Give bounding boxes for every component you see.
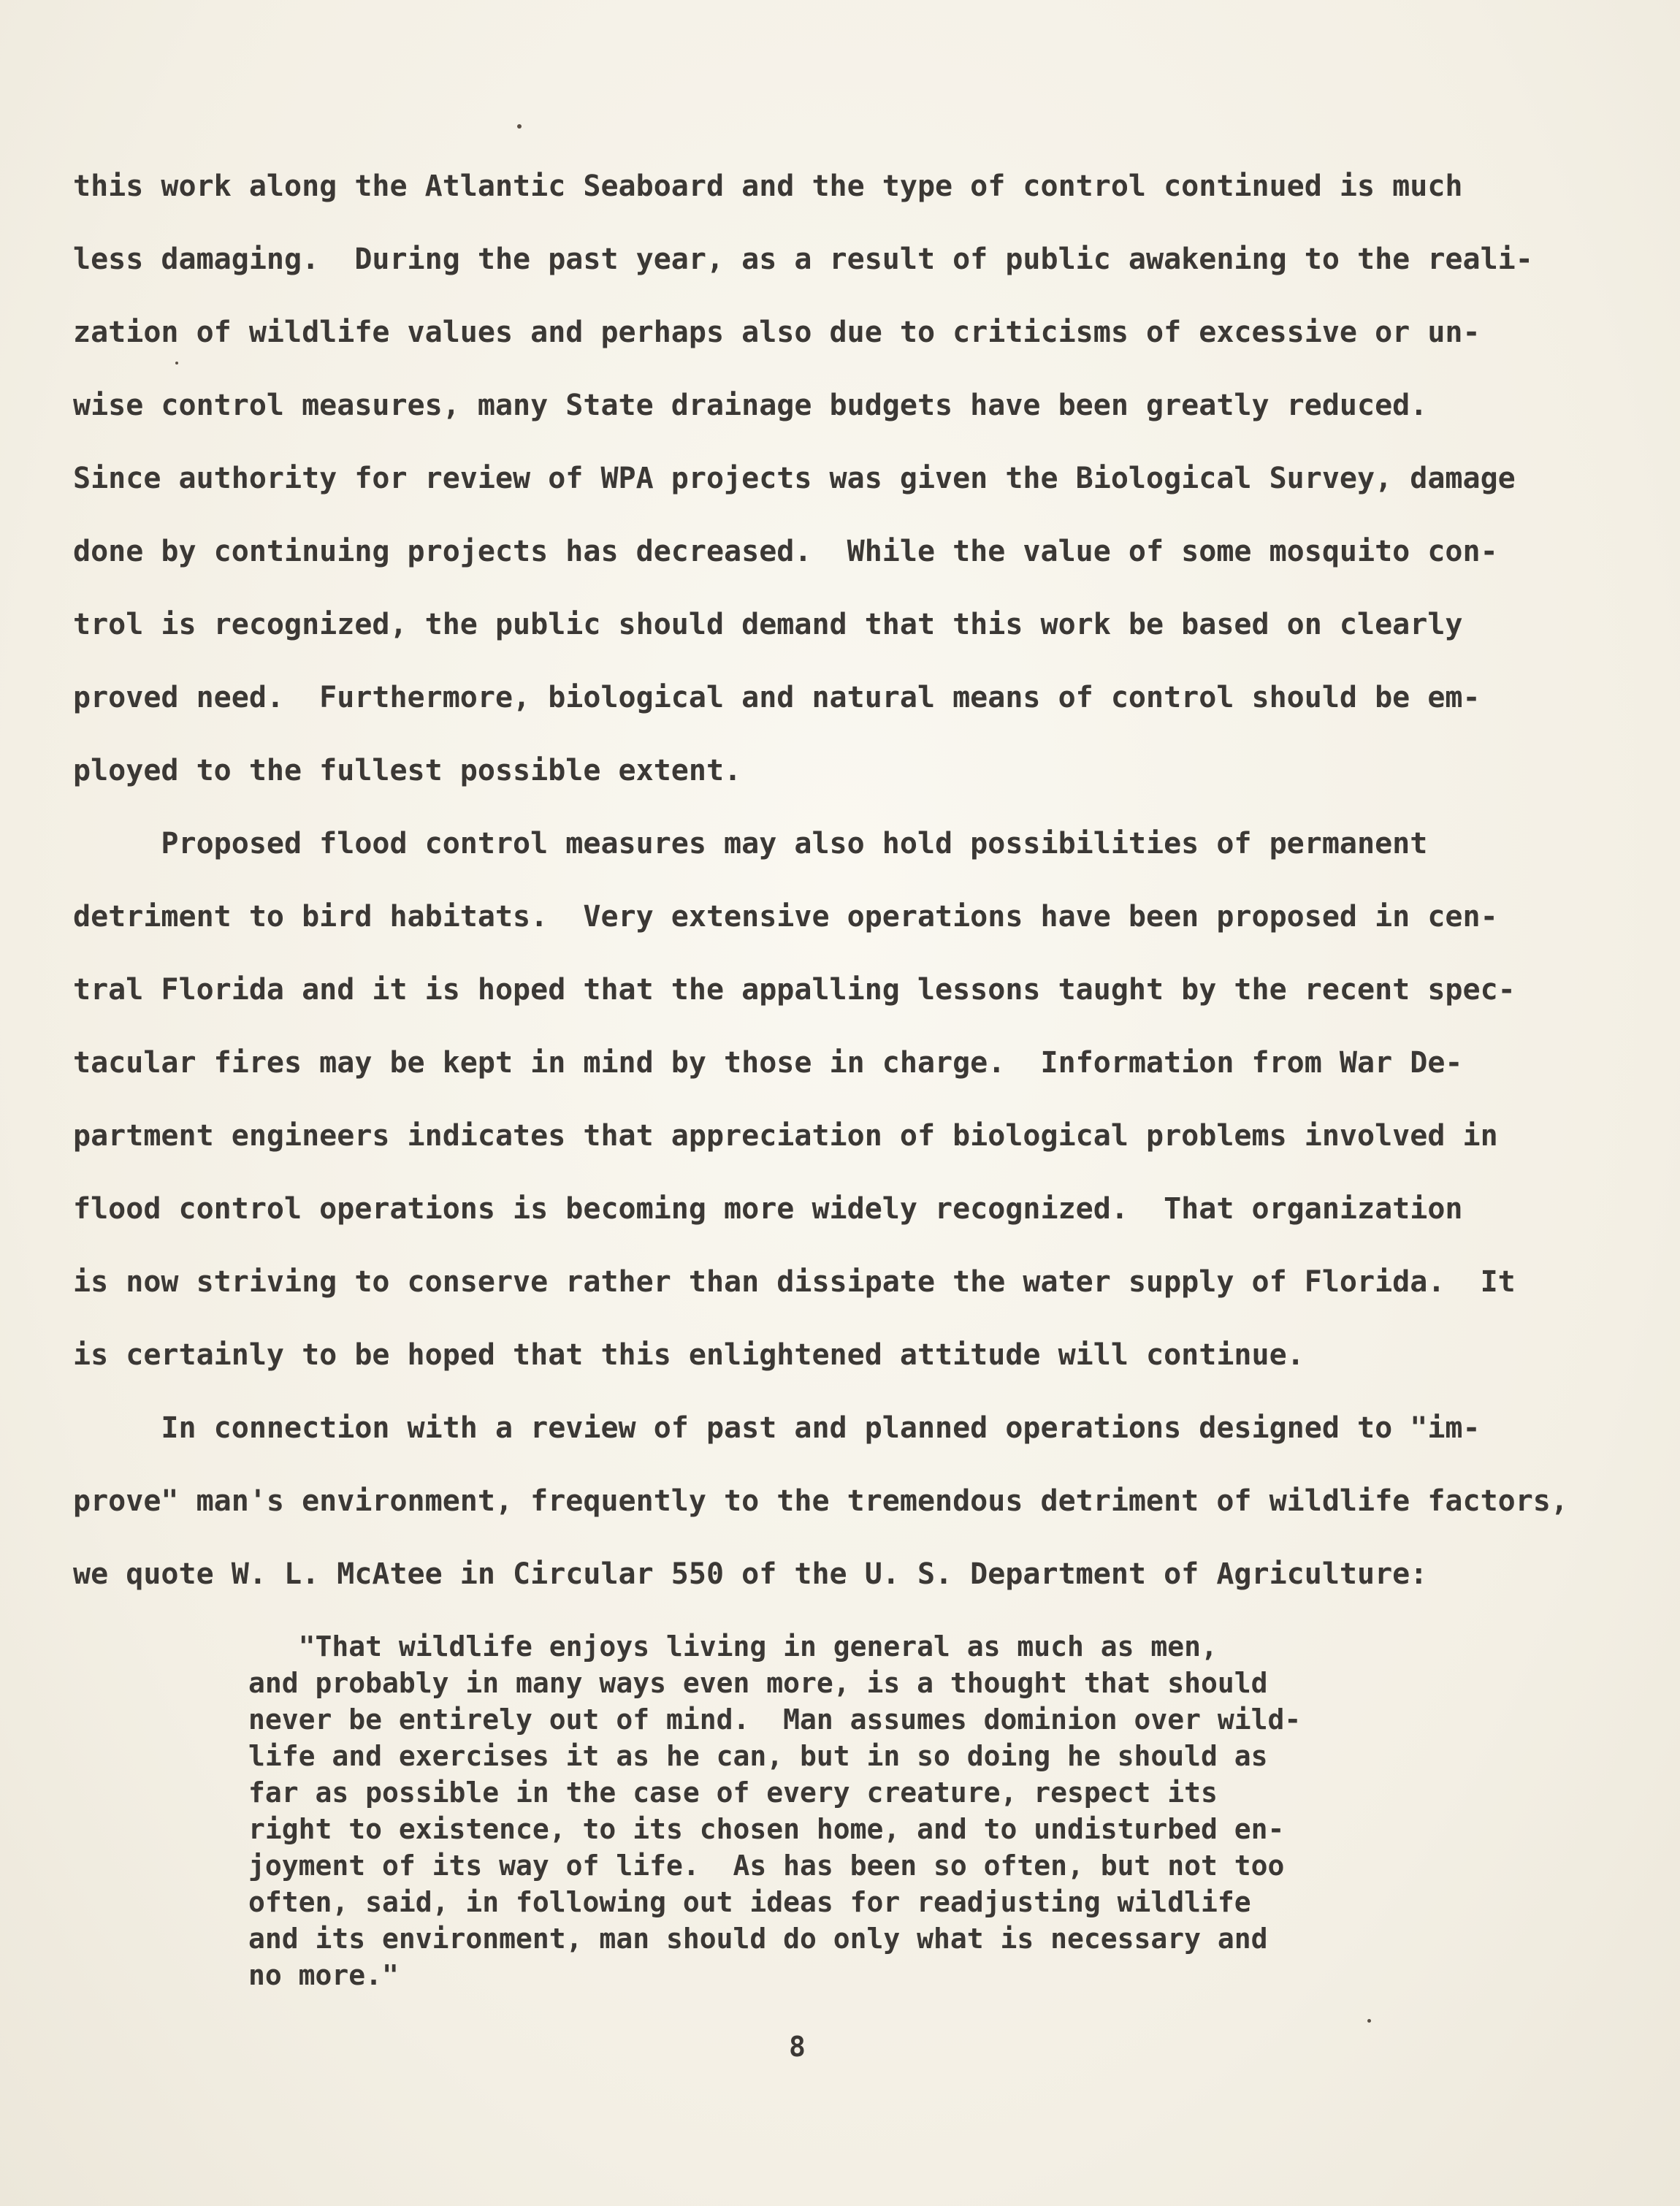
paragraph-2-line: flood control operations is becoming more widely recognized. That organization: [73, 1192, 1463, 1226]
quote-line: "That wildlife enjoys living in general as much as men,: [248, 1630, 1218, 1663]
paragraph-1-line: less damaging. During the past year, as a result of public awakening to the reali-: [73, 243, 1533, 276]
quote-line: and its environment, man should do only what is necessary and: [248, 1923, 1268, 1955]
paragraph-1-line: this work along the Atlantic Seaboard and the type of control continued is much: [73, 169, 1463, 203]
quote-line: far as possible in the case of every creature, respect its: [248, 1776, 1218, 1809]
quote-line: joyment of its way of life. As has been so often, but not too: [248, 1850, 1285, 1882]
paragraph-2-line: tral Florida and it is hoped that the appalling lessons taught by the recent spec-: [73, 973, 1516, 1007]
paragraph-3-line: In connection with a review of past and planned operations designed to "im-: [73, 1411, 1481, 1445]
paragraph-2-line: is now striving to conserve rather than dissipate the water supply of Florida. It: [73, 1265, 1516, 1299]
quote-line: no more.": [248, 1959, 399, 1991]
ink-speck: [175, 362, 178, 365]
paragraph-2-line: is certainly to be hoped that this enlightened attitude will continue.: [73, 1338, 1305, 1372]
paragraph-2-line: tacular fires may be kept in mind by those in charge. Information from War De-: [73, 1046, 1463, 1080]
paragraph-2-line: Proposed flood control measures may also hold possibilities of permanent: [73, 827, 1428, 860]
quote-line: and probably in many ways even more, is a thought that should: [248, 1667, 1268, 1699]
quote-line: never be entirely out of mind. Man assumes dominion over wild-: [248, 1703, 1302, 1736]
paragraph-1-line: done by continuing projects has decreased. While the value of some mosquito con-: [73, 535, 1498, 568]
paragraph-3-line: we quote W. L. McAtee in Circular 550 of the U. S. Department of Agriculture:: [73, 1557, 1428, 1591]
paragraph-2-line: partment engineers indicates that appreciation of biological problems involved in: [73, 1119, 1498, 1153]
paragraph-1-line: ployed to the fullest possible extent.: [73, 754, 742, 787]
quote-line: life and exercises it as he can, but in so doing he should as: [248, 1740, 1268, 1772]
paragraph-1-line: Since authority for review of WPA projects was given the Biological Survey, damage: [73, 462, 1516, 495]
quote-line: right to existence, to its chosen home, and to undisturbed en-: [248, 1813, 1285, 1845]
paragraph-2-line: detriment to bird habitats. Very extensive operations have been proposed in cen-: [73, 900, 1498, 934]
paragraph-1-line: zation of wildlife values and perhaps also due to criticisms of excessive or un-: [73, 316, 1481, 349]
paragraph-3-line: prove" man's environment, frequently to the tremendous detriment of wildlife factors,: [73, 1484, 1568, 1518]
paragraph-1-line: wise control measures, many State drainage budgets have been greatly reduced.: [73, 389, 1428, 422]
paragraph-1-line: proved need. Furthermore, biological and natural means of control should be em-: [73, 681, 1481, 714]
ink-speck: [517, 124, 522, 129]
page-number: 8: [789, 2031, 806, 2063]
quote-line: often, said, in following out ideas for readjusting wildlife: [248, 1886, 1251, 1918]
ink-speck: [1367, 2019, 1371, 2023]
paragraph-1-line: trol is recognized, the public should demand that this work be based on clearly: [73, 608, 1463, 641]
